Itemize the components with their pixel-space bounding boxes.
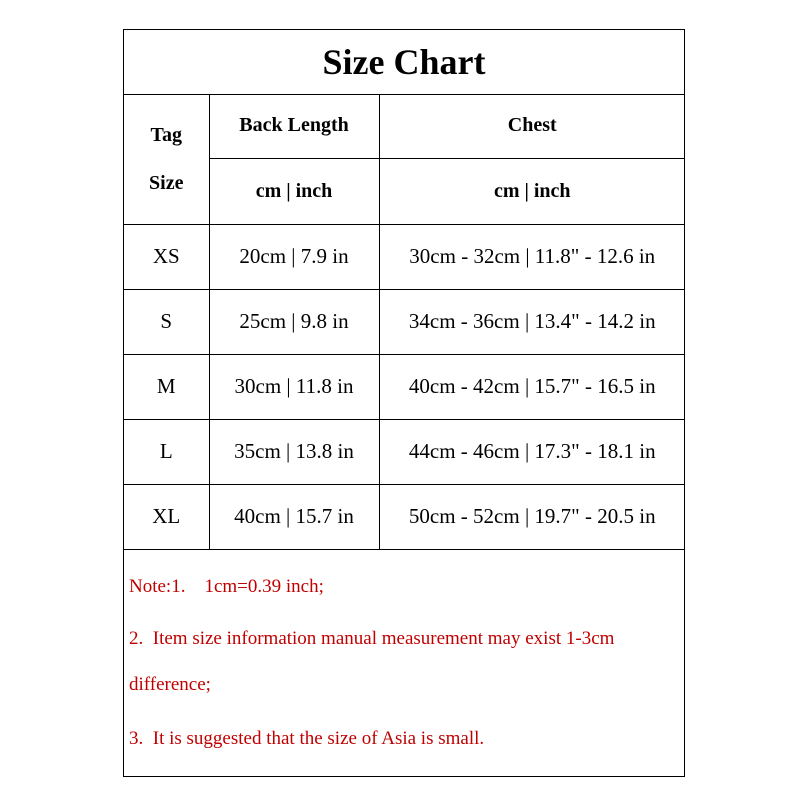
back-length-cell: 30cm | 11.8 in (209, 354, 379, 419)
header-row (124, 94, 685, 158)
chest-header: Chest (379, 94, 685, 158)
note-line-3: difference; (129, 674, 211, 695)
note-line-4: 3. It is suggested that the size of Asia is small. (129, 728, 485, 749)
size-chart (123, 29, 685, 777)
size-cell: M (124, 354, 209, 419)
table-row (124, 224, 685, 289)
back-length-cell: 20cm | 7.9 in (209, 224, 379, 289)
size-cell: XS (124, 224, 209, 289)
note-line-1: Note:1. 1cm=0.39 inch; (129, 576, 324, 597)
chart-title: Size Chart (124, 30, 684, 95)
back-length-header: Back Length (209, 94, 379, 158)
units-row (124, 158, 685, 224)
back-length-cell: 40cm | 15.7 in (209, 484, 379, 549)
chest-cell: 30cm - 32cm | 11.8" - 12.6 in (379, 224, 685, 289)
back-length-cell: 25cm | 9.8 in (209, 289, 379, 354)
table-row (124, 289, 685, 354)
table-row (124, 484, 685, 549)
back-units-header: cm | inch (209, 158, 379, 224)
tag-size-header (124, 94, 209, 224)
back-length-cell: 35cm | 13.8 in (209, 419, 379, 484)
size-cell: S (124, 289, 209, 354)
chest-cell: 40cm - 42cm | 15.7" - 16.5 in (379, 354, 685, 419)
chest-cell: 34cm - 36cm | 13.4" - 14.2 in (379, 289, 685, 354)
note-line-2: 2. Item size information manual measurement may exist 1-3cm (129, 628, 615, 649)
table-row (124, 354, 685, 419)
size-table (124, 94, 685, 550)
tag-header-line1: Tag (150, 123, 182, 146)
size-cell: XL (124, 484, 209, 549)
table-row (124, 419, 685, 484)
chest-cell: 44cm - 46cm | 17.3" - 18.1 in (379, 419, 685, 484)
chest-units-header: cm | inch (379, 158, 685, 224)
size-cell: L (124, 419, 209, 484)
tag-header-line2: Size (149, 171, 184, 194)
chest-cell: 50cm - 52cm | 19.7" - 20.5 in (379, 484, 685, 549)
